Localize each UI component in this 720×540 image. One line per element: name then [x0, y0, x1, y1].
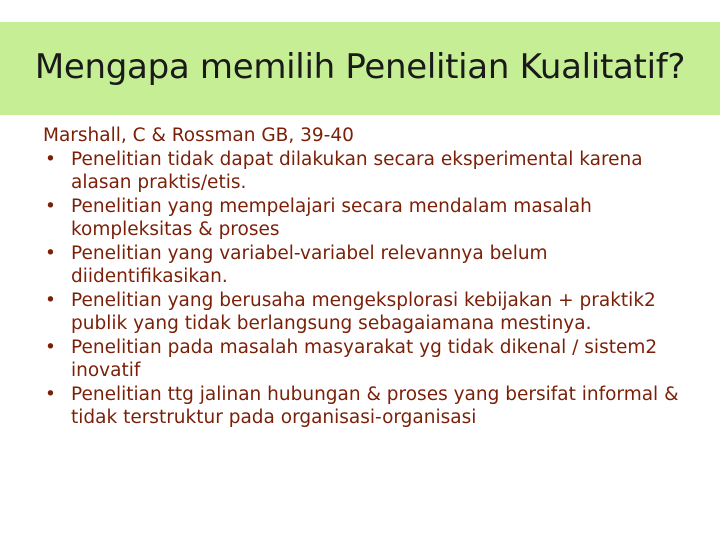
- slide-content: [43, 124, 703, 430]
- bullet-dot-icon: •: [45, 148, 56, 170]
- bullet-item: [43, 148, 703, 195]
- bullet-list: [43, 148, 703, 430]
- title-band: [0, 22, 720, 115]
- bullet-text: Penelitian yang variabel-variabel relevannya belum diidentifikasikan.: [71, 242, 548, 287]
- bullet-item: [43, 289, 703, 336]
- bullet-dot-icon: •: [45, 383, 56, 405]
- bullet-dot-icon: •: [45, 195, 56, 217]
- bullet-dot-icon: •: [45, 289, 56, 311]
- slide-title: Mengapa memilih Penelitian Kualitatif?: [34, 46, 686, 87]
- bullet-text: Penelitian ttg jalinan hubungan & proses yang bersifat informal & tidak terstruktur pada organisasi-organisasi: [71, 383, 679, 428]
- bullet-text: Penelitian yang mempelajari secara mendalam masalah kompleksitas & proses: [71, 195, 592, 240]
- bullet-item: [43, 195, 703, 242]
- bullet-text: Penelitian tidak dapat dilakukan secara eksperimental karena alasan praktis/etis.: [71, 148, 643, 193]
- bullet-text: Penelitian pada masalah masyarakat yg tidak dikenal / sistem2 inovatif: [71, 336, 658, 381]
- bullet-item: [43, 336, 703, 383]
- bullet-dot-icon: •: [45, 242, 56, 264]
- bullet-item: [43, 383, 703, 430]
- bullet-item: [43, 242, 703, 289]
- source-citation: Marshall, C & Rossman GB, 39-40: [43, 125, 354, 146]
- bullet-text: Penelitian yang berusaha mengeksplorasi kebijakan + praktik2 publik yang tidak berlangsung sebagaiamana mestinya.: [71, 289, 656, 334]
- bullet-dot-icon: •: [45, 336, 56, 358]
